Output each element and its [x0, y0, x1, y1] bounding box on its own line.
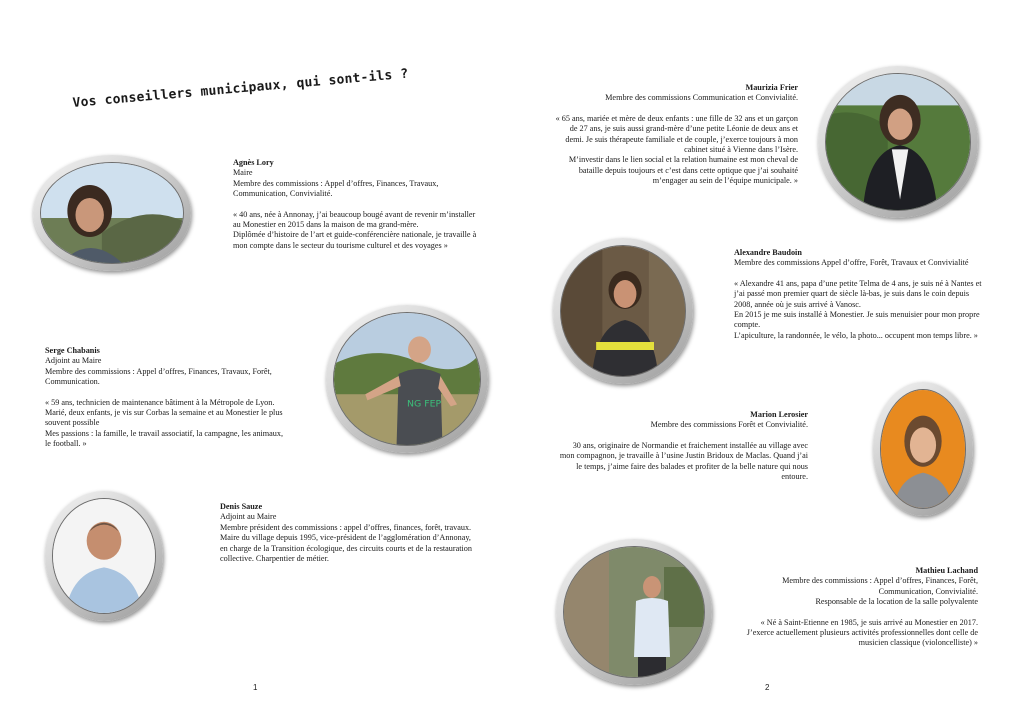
photo-marion-lerosier: [873, 382, 973, 516]
bio-marion-lerosier: [558, 410, 808, 482]
bio-mathieu-lachand: [740, 566, 978, 649]
photo-mathieu-lachand: [556, 539, 712, 685]
name-marion-lerosier: Marion Lerosier: [750, 410, 808, 419]
role-agnes-lory: Maire: [233, 168, 253, 178]
quote2-agnes-lory: Diplômée d’histoire de l’art et guide-conférencière nationale, je travaille à mon compte dans le secteur du tourisme culturel et des voyages »: [233, 230, 477, 250]
page-title: Vos conseillers municipaux, qui sont-ils ?: [72, 66, 410, 111]
quote-denis-sauze: Maire du village depuis 1995, vice-président de l’agglomération d’Annonay, en charge de la Transition écologique, des circuits courts et de la restauration collective. Charpentier de métier.: [220, 533, 472, 564]
bio-serge-chabanis: [45, 346, 290, 450]
quote-alexandre-baudoin: « Alexandre 41 ans, papa d’une petite Telma de 4 ans, je suis né à Nantes et j’ai passé mon premier quart de siècle là-bas, je suis dans le coin depuis 2008, année où je suis arrivé à Vanosc.: [734, 278, 982, 309]
bio-agnes-lory: [233, 158, 479, 251]
commissions-serge-chabanis: Membre des commissions : Appel d’offres, Finances, Travaux, Forêt, Communication.: [45, 366, 272, 387]
name-denis-sauze: Denis Sauze: [220, 502, 263, 511]
quote2-mathieu-lachand: J’exerce actuellement plusieurs activités professionnelles dont celle de musicien classique (violoncelliste) »: [746, 628, 978, 648]
photo-denis-sauze: [45, 491, 163, 621]
name-maurizia-frier: Maurizia Frier: [745, 83, 798, 92]
commissions-marion-lerosier: Membre des commissions Forêt et Convivialité.: [650, 420, 808, 430]
commissions-agnes-lory: Membre des commissions : Appel d’offres, Finances, Travaux, Communication, Convivialité.: [233, 178, 439, 199]
quote2-maurizia-frier: M’investir dans le lien social et la relation humaine est mon cheval de bataille depuis toujours et c’est dans cette optique que j’ai souhaité m’engager au sein de l’équipe municipale. »: [568, 155, 798, 186]
page-number-1: 1: [253, 683, 258, 692]
quote-serge-chabanis: « 59 ans, technicien de maintenance bâtiment à la Métropole de Lyon. Marié, deux enfants, je vis sur Corbas la semaine et au Monestier le plus souvent possible: [45, 397, 283, 428]
name-mathieu-lachand: Mathieu Lachand: [915, 566, 978, 575]
photo-alexandre-baudoin: [553, 238, 693, 384]
role-denis-sauze: Adjoint au Maire: [220, 512, 277, 522]
photo-serge-chabanis: [326, 305, 488, 453]
role-serge-chabanis: Adjoint au Maire: [45, 356, 102, 366]
commissions-maurizia-frier: Membre des commissions Communication et Convivialité.: [605, 93, 798, 103]
quote2-serge-chabanis: Mes passions : la famille, le travail associatif, la campagne, les animaux, le football. »: [45, 428, 284, 449]
commissions-mathieu-lachand: Membre des commissions : Appel d’offres, Finances, Forêt, Communication, Convivialité.: [782, 576, 978, 596]
name-agnes-lory: Agnès Lory: [233, 158, 274, 167]
photo-agnes-lory: [33, 155, 191, 271]
quote-marion-lerosier: 30 ans, originaire de Normandie et fraichement installée au village avec mon compagnon, je travaille à l’usine Justin Bridoux de Maclas. Quand j’ai le temps, j’aime faire des balades et profiter de la belle nature qui nous entoure.: [559, 440, 808, 482]
name-serge-chabanis: Serge Chabanis: [45, 346, 100, 355]
photo-maurizia-frier: [818, 66, 978, 218]
commissions-denis-sauze: Membre président des commissions : appel d’offres, finances, forêt, travaux.: [220, 522, 472, 532]
bio-maurizia-frier: [550, 83, 798, 187]
quote-maurizia-frier: « 65 ans, mariée et mère de deux enfants : une fille de 32 ans et un garçon de 27 ans, je suis aussi grand-mère d’une petite Léonie de deux ans et demi. Je suis thérapeute familiale et de couple, j’exerce toujours à mon cabinet situé à Vienne dans l’Isère.: [555, 113, 798, 155]
commissions-alexandre-baudoin: Membre des commissions Appel d’offre, Forêt, Travaux et Convivialité: [734, 258, 969, 268]
role-mathieu-lachand: Responsable de la location de la salle polyvalente: [815, 597, 978, 607]
page-number-2: 2: [765, 683, 770, 692]
bio-denis-sauze: [220, 502, 474, 564]
quote3-alexandre-baudoin: L’apiculture, la randonnée, le vélo, la photo... occupent mon temps libre. »: [734, 330, 978, 340]
bio-alexandre-baudoin: [734, 248, 984, 341]
quote-agnes-lory: « 40 ans, née à Annonay, j’ai beaucoup bougé avant de revenir m’installer au Monestier en 2015 dans la maison de ma grand-mère.: [233, 209, 476, 230]
quote2-alexandre-baudoin: En 2015 je me suis installé à Monestier. Je suis menuisier pour mon propre compte.: [734, 310, 980, 330]
shirt-print: NG FEP: [407, 398, 442, 410]
quote-mathieu-lachand: « Né à Saint-Etienne en 1985, je suis arrivé au Monestier en 2017.: [760, 617, 978, 627]
name-alexandre-baudoin: Alexandre Baudoin: [734, 248, 802, 257]
